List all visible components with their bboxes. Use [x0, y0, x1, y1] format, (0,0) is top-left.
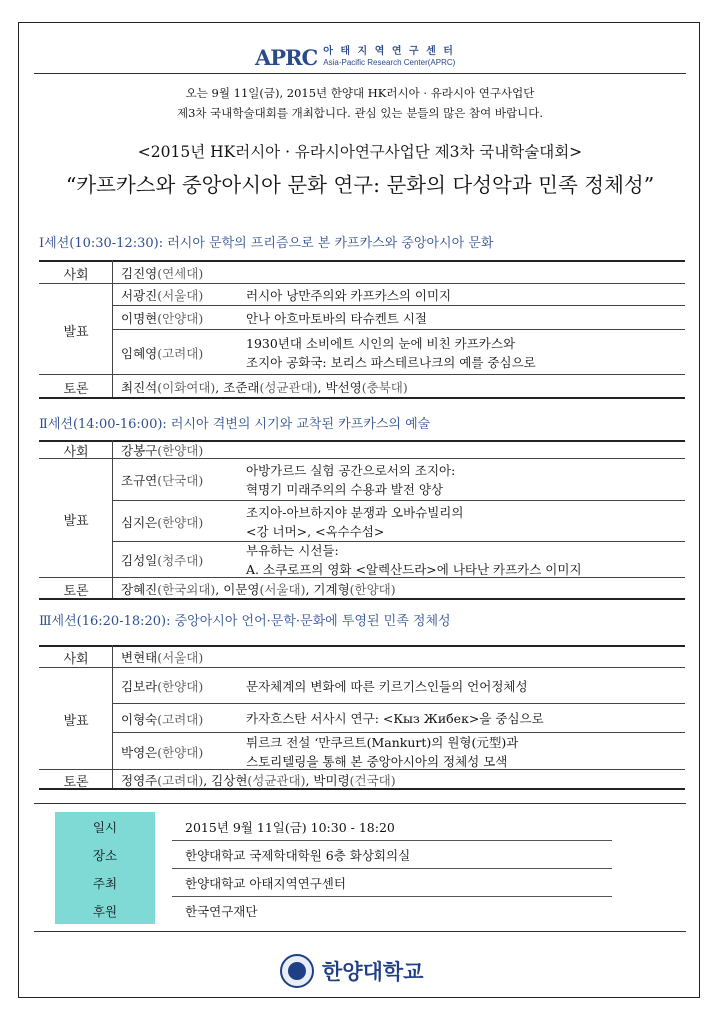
host-label: 사회: [63, 445, 89, 460]
presentation-label: 발표: [63, 714, 89, 729]
row-line: [39, 283, 685, 284]
host-person: 김진영: [121, 265, 158, 281]
column-divider: [112, 260, 113, 397]
host-affiliation: (연세대): [157, 265, 204, 281]
separator: ,: [215, 379, 224, 395]
discussion-label: 토론: [63, 774, 89, 790]
logo-english: Asia-Pacific Research Center(APRC): [323, 58, 456, 67]
discussant-person: 장혜진: [121, 581, 158, 597]
row-line: [39, 667, 685, 668]
discussants: [121, 771, 396, 789]
presentation-label: 발표: [63, 513, 89, 529]
separator: ,: [305, 581, 314, 597]
presentation-title: 카자흐스탄 서사시 연구: <Кыз Жибек>을 중심으로: [246, 711, 544, 726]
discussant-person: 기계형: [313, 581, 350, 597]
discussant-affiliation: (성균관대): [259, 379, 318, 395]
row-line: [112, 541, 685, 542]
conference-title: <2015년 HK러시아 · 유라시아연구사업단 제3차 국내학술대회>: [137, 143, 583, 161]
discussant-affiliation: (한양대): [349, 581, 396, 597]
presentation-title: 문자체계의 변화에 따른 키르기스인들의 언어정체성: [246, 678, 528, 694]
presentation-title: 부유하는 시선들:: [246, 543, 339, 558]
discussant-person: 조준래: [223, 379, 260, 395]
discussant-affiliation: (이화여대): [157, 379, 216, 395]
presenter-person: 이형숙: [121, 711, 158, 727]
presentation-title: 안나 아흐마토바의 타슈켄트 시절: [246, 310, 427, 326]
university-name: 한양대학교: [322, 960, 424, 984]
presenter-name: [121, 309, 203, 327]
session-heading: Ⅱ세션(14:00-16:00): 러시아 격변의 시기와 교착된 카프카스의 예술: [39, 417, 431, 432]
info-top-divider: [34, 803, 686, 804]
discussant-affiliation: (서울대): [259, 581, 306, 597]
info-value: 한양대학교 국제학대학원 6층 화상회의실: [185, 848, 411, 863]
discussant-affiliation: (충북대): [361, 379, 408, 395]
info-label: 장소: [92, 848, 118, 863]
presenter-name: [121, 471, 203, 489]
presenter-affiliation: (단국대): [157, 473, 204, 488]
discussant-affiliation: (건국대): [349, 772, 396, 788]
presenter-affiliation: (고려대): [157, 711, 204, 727]
row-line: [112, 703, 685, 704]
intro-line-2: 제3차 국내학술대회를 개최합니다. 관심 있는 분들의 많은 참여 바랍니다.: [176, 106, 544, 120]
presenter-person: 박영은: [121, 744, 158, 760]
presenter-affiliation: (서울대): [157, 288, 204, 303]
presenter-name: [121, 344, 203, 362]
session-heading: Ⅲ세션(16:20-18:20): 중앙아시아 언어·문학·문화에 투영된 민족 정체성: [39, 614, 451, 629]
presentation-title: 조지아-아브하지야 분쟁과 오바슈빌리의: [246, 504, 464, 520]
session-top-line: [39, 645, 685, 647]
column-divider: [112, 440, 113, 598]
host-affiliation: (한양대): [157, 443, 204, 458]
row-line: [112, 305, 685, 306]
presentation-title: 러시아 낭만주의와 카프카스의 이미지: [246, 287, 452, 303]
column-divider: [112, 645, 113, 788]
presenter-affiliation: (한양대): [157, 514, 204, 530]
presentation-title: 조지아 공화국: 보리스 파스테르나크의 예를 중심으로: [246, 354, 536, 370]
info-value: 한양대학교 아태지역연구센터: [185, 876, 346, 891]
discussion-label: 토론: [63, 381, 89, 397]
presentation-title: 혁명기 미래주의의 수용과 발전 양상: [246, 482, 444, 497]
presentation-title: 튀르크 전설 ‘만쿠르트(Mankurt)의 원형(元型)과: [246, 734, 519, 750]
university-seal-icon: [280, 954, 314, 988]
presentation-title: 아방가르드 실험 공간으로서의 조지아:: [246, 463, 456, 478]
presenter-person: 조규연: [121, 473, 158, 488]
presentation-label: 발표: [63, 324, 89, 340]
presentation-title: 스토리텔링을 통해 본 중앙아시아의 정체성 모색: [246, 753, 508, 769]
university-footer: [280, 954, 423, 988]
discussion-label: 토론: [63, 583, 89, 599]
presenter-name: [121, 286, 203, 304]
logo-korean: 아 태 지 역 연 구 센 터: [323, 46, 455, 57]
discussant-affiliation: (한국외대): [157, 581, 216, 597]
presenter-name: [121, 743, 203, 761]
presenter-name: [121, 551, 203, 569]
row-line: [39, 577, 685, 578]
presenter-person: 임혜영: [121, 345, 158, 361]
logo-mark: APRC: [255, 44, 318, 70]
presenter-name: [121, 677, 203, 695]
discussant-affiliation: (성균관대): [247, 772, 306, 788]
discussant-person: 최진석: [121, 379, 158, 395]
presenter-person: 이명현: [121, 311, 158, 326]
separator: ,: [305, 772, 314, 788]
info-label: 일시: [92, 820, 118, 835]
presentation-title: 1930년대 소비에트 시인의 눈에 비친 카프카스와: [246, 335, 516, 351]
session-bottom-line: [39, 788, 685, 790]
separator: ,: [203, 772, 212, 788]
host-person: 강봉구: [121, 443, 158, 458]
info-label: 주최: [92, 876, 118, 891]
discussant-person: 박미령: [313, 772, 350, 788]
session-bottom-line: [39, 397, 685, 399]
discussant-person: 김상현: [211, 772, 248, 788]
info-value: 한국연구재단: [185, 904, 258, 919]
host-name: [121, 441, 203, 459]
row-line: [112, 329, 685, 330]
presenter-name: [121, 710, 203, 728]
session-heading: Ⅰ세션(10:30-12:30): 러시아 문학의 프리즘으로 본 카프카스와 중앙아시아 문화: [39, 236, 494, 251]
info-row-line: [172, 840, 612, 841]
info-row-line: [172, 868, 612, 869]
info-bottom-divider: [34, 931, 686, 932]
presenter-affiliation: (한양대): [157, 744, 204, 760]
aprc-logo: [255, 43, 455, 71]
host-name: [121, 648, 203, 666]
presenter-affiliation: (고려대): [157, 345, 204, 361]
session-top-line: [39, 260, 685, 262]
separator: ,: [215, 581, 224, 597]
host-label: 사회: [63, 267, 89, 283]
discussant-affiliation: (고려대): [157, 772, 204, 788]
host-affiliation: (서울대): [157, 650, 204, 665]
session-bottom-line: [39, 598, 685, 600]
discussant-person: 박선영: [325, 379, 362, 395]
presenter-person: 김성일: [121, 553, 158, 568]
presenter-name: [121, 513, 203, 531]
presenter-affiliation: (한양대): [157, 679, 204, 694]
presentation-title: A. 소쿠로프의 영화 <알렉산드라>에 나타난 카프카스 이미지: [246, 562, 582, 577]
presentation-title: <강 너머>, <옥수수섬>: [246, 523, 385, 539]
presenter-person: 심지은: [121, 514, 158, 530]
host-person: 변현태: [121, 650, 158, 665]
row-line: [112, 500, 685, 501]
header-divider: [34, 73, 686, 74]
info-label: 후원: [92, 904, 118, 919]
presenter-affiliation: (안양대): [157, 311, 204, 326]
discussants: [121, 378, 408, 396]
presenter-person: 서광진: [121, 288, 158, 303]
separator: ,: [317, 379, 326, 395]
discussants: [121, 580, 396, 598]
discussant-person: 이문영: [223, 581, 260, 597]
host-label: 사회: [63, 652, 89, 667]
discussant-person: 정영주: [121, 772, 158, 788]
info-row-line: [172, 896, 612, 897]
presenter-person: 김보라: [121, 679, 158, 694]
row-line: [39, 374, 685, 375]
conference-theme: “카프카스와 중앙아시아 문화 연구: 문화의 다성악과 민족 정체성”: [65, 173, 655, 197]
host-name: [121, 264, 203, 282]
intro-line-1: 오는 9월 11일(금), 2015년 한양대 HK러시아 · 유라시아 연구사업단: [185, 86, 535, 100]
presenter-affiliation: (청주대): [157, 553, 204, 568]
info-value: 2015년 9월 11일(금) 10:30 - 18:20: [185, 820, 395, 835]
row-line: [39, 458, 685, 459]
